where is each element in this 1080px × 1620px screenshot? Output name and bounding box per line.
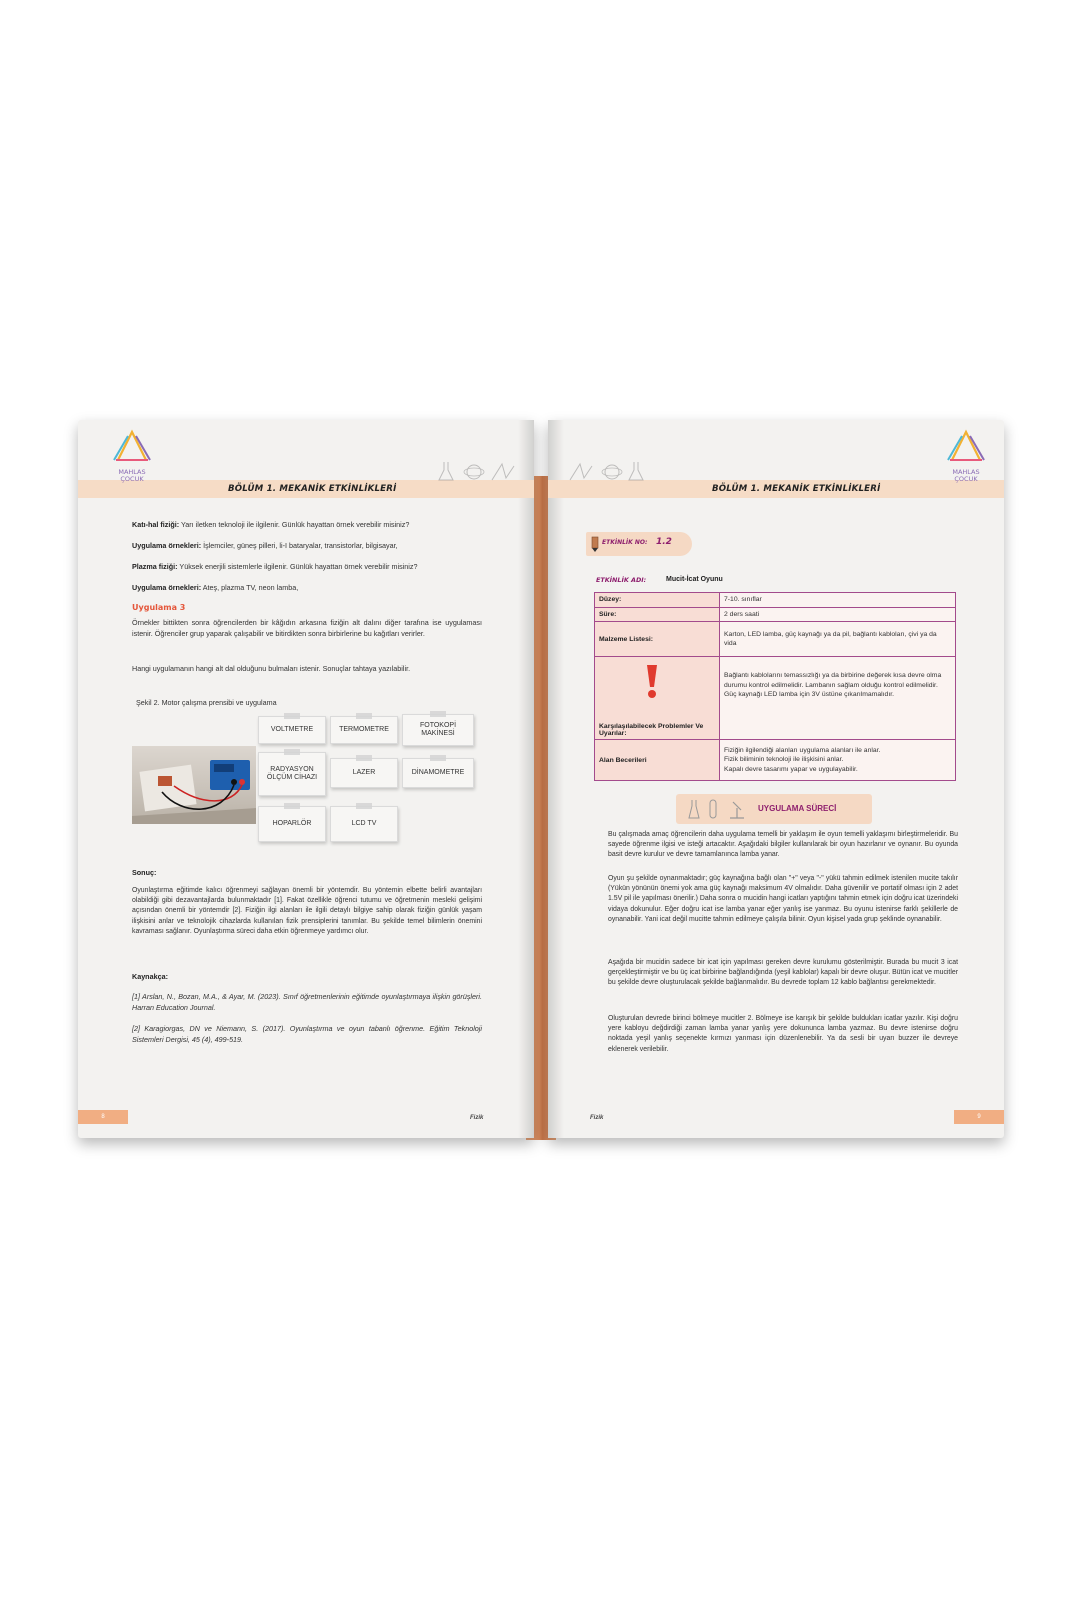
paragraph: Hangi uygulamanın hangi alt dal olduğunu bulmaları istenir. Sonuçlar tahtaya yazılabilir. [132,664,411,673]
card: HOPARLÖR [258,806,326,842]
logo-text: MAHLAS ÇOCUK [952,468,980,483]
table-row: Süre: 2 ders saati [595,607,956,622]
card: LAZER [330,758,398,788]
paragraph: Bu çalışmada amaç öğrencilerin daha uygulama temelli bir yaklaşım ile oyun temelli yaklaşımı birleştirmeleridir. Bu sayede öğrenme ilgisi ve isteği artacaktır. Aşağıdaki bilgiler kullanılarak bir oyun hazırlanır ve oynanır. Bu oyunda basit devre kurulur ve devre tamamlanınca lamba yanar. [608,831,958,859]
paragraph: Örnekler bittikten sonra öğrencilerden bir kâğıdın arkasına fiziğin alt dalını diğer tarafına ise uygulaması istenir. Öğrenciler grup yaparak çalışabilir ve bitirdikten sonra birbirlerine bu kağıtları verirler. [132,618,482,638]
paragraph: Oyunlaştırma eğitimde kalıcı öğrenmeyi sağlayan önemli bir yöntemdir. Bu yöntemin elbette belirli avantajları olabildiği gibi dezavantajlarda bulunmaktadır [1]. Fakat özellikle öğrenci tutumu ve öğretmenin mesleki gelişimi açısından önemli bir yöntemdir [2]. Fiziğin ilgi alanları ile ilgili detaylı bilgiye sahip olarak fiziğin günlük yaşam ilişkisini anlar ve teknolojik cihazlarda kullanılan fizik prensiplerini tanımlar. Bu şekilde temel bilimlerin önemini kavraması sağlanır. Oyunlaştırma süreci daha etkin öğrenmeye yardımcı olur. [132,887,482,935]
paragraph: Aşağıda bir mucidin sadece bir icat için yapılması gereken devre kurulumu gösterilmiştir. Burada bu mucit 3 icat gerçekleştirmiştir ve bu üç icat birbirine bağlandığında (yeşil kablolar) kapalı bir devre oluşur. Bütün icat ve mucitler bu şekilde devre oluşturulacak şekilde bağlanmalıdır. Bu devrede toplam 12 kablo bağlantısı gerekmektedir. [608,959,958,987]
paragraph: Plazma fiziği: Yüksek enerjili sistemlerle ilgilenir. Günlük hayattan örnek verebilir misiniz? [132,562,418,571]
etkinlik-adi: Mucit-İcat Oyunu [666,576,723,583]
chapter-title: BÖLÜM 1. MEKANİK ETKİNLİKLERİ [228,484,397,494]
table-row: Malzeme Listesi: Karton, LED lamba, güç kaynağı ya da pil, bağlantı kabloları, çivi ya da vida [595,622,956,657]
card: DİNAMOMETRE [402,758,474,788]
triangle-logo-icon [942,428,990,464]
paragraph: Uygulama örnekleri: Ateş, plazma TV, neon lamba, [132,583,299,592]
process-header [676,794,872,824]
pencil-icon [590,536,600,552]
reference: [2] Karagiorgas, DN ve Niemann, S. (2017). Oyunlaştırma ve oyun tabanlı öğrenme. Eğitim Teknoloji Sistemleri Dergisi, 45 (4), 499-519. [132,1024,482,1044]
left-page [78,420,534,1138]
warning-exclamation-icon [643,663,661,699]
table-row: Karşılaşılabilecek Problemler Ve Uyarılar: Bağlantı kablolarını temassızlığı ya da birbirine değerek kısa devre olma durumu kontrol edilmelidir. Lambanın sağlam olduğu kontrol edilmelidir. Güç kaynağı LED lamba için 3V üstüne çıkarılmamalıdır. [595,657,956,740]
activity-table [594,592,956,781]
card: RADYASYON ÖLÇÜM CİHAZI [258,752,326,796]
circuit-photo-illustration [132,746,256,824]
etkinlik-no: 1.2 [656,537,672,547]
paragraph: Katı-hal fiziği: Yarı iletken teknoloji ile ilgilenir. Günlük hayattan örnek verebilir misiniz? [132,520,410,529]
kaynakca-heading: Kaynakça: [132,972,168,981]
figure-caption: Şekil 2. Motor çalışma prensibi ve uygulama [136,698,277,707]
etkinlik-adi-label: ETKİNLİK ADI: [596,576,647,584]
science-doodles-icon [568,460,648,484]
motor-photo [132,746,256,824]
paragraph: Oluşturulan devrede birinci bölmeye mucitler 2. Bölmeye ise karışık bir şekilde buldukları icatlar yazılır. Kişi doğru yere kabloyu değdirdiği zaman lamba yanar yanlış yere dokununca lamba yazmaz. Bu devre istenirse doğru noktada yeşil yanlış seçenekte kırmızı yanması için düzenlenebilir. Ya da sesli bir uyarı buzzer ile devreye eklenerek verilebilir. [608,1015,958,1053]
lab-equipment-icon [688,798,748,820]
uygulama-heading: Uygulama 3 [132,603,186,612]
card: LCD TV [330,806,398,842]
page-number-bar [78,1110,128,1124]
etkinlik-no-label: ETKİNLİK NO: [602,539,648,546]
right-page [548,420,1004,1138]
logo-text: MAHLAS ÇOCUK [118,468,146,483]
process-title: UYGULAMA SÜRECİ [758,804,837,813]
sonuc-heading: Sonuç: [132,868,157,877]
card: TERMOMETRE [330,716,398,744]
table-row: Alan Becerileri Fiziğin ilgilendiği alanları uygulama alanları ile anlar. Fizik biliminin teknoloji ile ilişkisini anlar. Kapalı devre tasarımı yapar ve uygulayabilir. [595,740,956,781]
mahlas-logo [942,428,990,483]
footer-subject: Fizik [590,1115,604,1121]
etkinlik-badge [586,532,692,556]
card: VOLTMETRE [258,716,326,744]
paragraph: Uygulama örnekleri: İşlemciler, güneş pilleri, li-I bataryalar, transistorlar, bilgisayar, [132,541,398,550]
mahlas-logo [108,428,156,483]
triangle-logo-icon [108,428,156,464]
reference: [1] Arslan, N., Bozan, M.A., & Ayar, M. (2023). Sınıf öğretmenlerinin eğitimde oyunlaştırmaya ilişkin görüşleri. Harran Education Journal. [132,992,482,1012]
table-row: Düzey: 7-10. sınıflar [595,593,956,608]
footer-subject: Fizik [470,1115,484,1121]
card: FOTOKOPİ MAKİNESİ [402,714,474,746]
science-doodles-icon [438,460,518,484]
page-number: 9 [977,1114,981,1120]
open-book [78,420,1004,1146]
chapter-title: BÖLÜM 1. MEKANİK ETKİNLİKLERİ [712,484,881,494]
page-number: 8 [101,1114,105,1120]
paragraph: Oyun şu şekilde oynanmaktadır; güç kaynağına bağlı olan "+" veya "-" yükü tahmin edilmek istenilen mucite takılır (Yükün yönünün önemi yok ama güç kaynağı maksimum 4V olmalıdır. Daha güvenilir ve portatif olması için 2 adet 1.5V pil ile yapılması önerilir.) Daha sonra o mucidin hangi icatları yaptığını tahmin etmek için doğru icat üzerindeki vidaya dokunulur. Eğer doğru icat ise lamba yanar eğer yanlış ise yanmaz. Bu oyunu istenirse farklı şekillerle de oynanabilir. Yani icat değil mucitte tahmin edilmeye çalışıla bilinir. Oyun kişisel yada grup şeklinde oynanabilir. [608,875,958,923]
page-number-bar [954,1110,1004,1124]
